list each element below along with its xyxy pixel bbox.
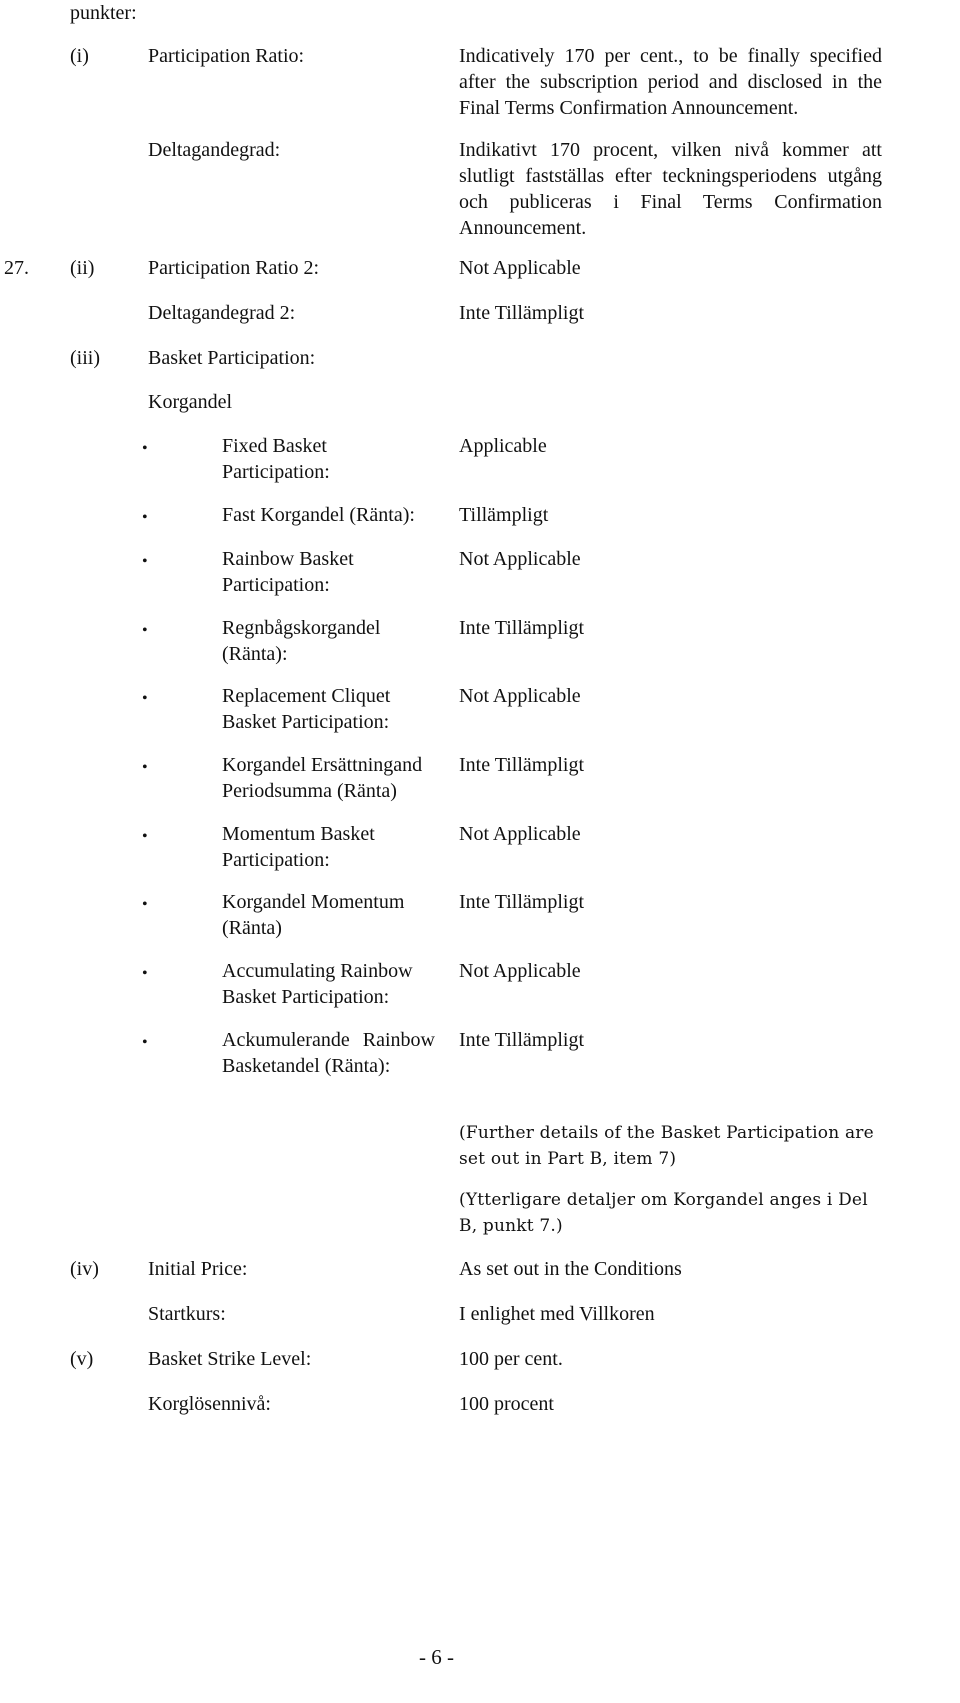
bullet-label: Fast Korgandel (Ränta): xyxy=(222,504,415,526)
item-iii-label-sv: Korgandel xyxy=(148,391,233,413)
bullet-marker: • xyxy=(142,553,148,570)
bullet-value: Not Applicable xyxy=(459,548,581,570)
bullet-label: Korgandel Ersättningand Periodsumma (Ränta) xyxy=(222,754,423,802)
bullet-label: Ackumulerande Rainbow Basketandel (Ränta): xyxy=(222,1029,435,1077)
basket-participation-note-en: (Further details of the Basket Participation are set out in Part B, item 7) xyxy=(459,1123,874,1169)
bullet-label: Accumulating Rainbow Basket Participation: xyxy=(222,960,413,1008)
bullet-value: Inte Tillämpligt xyxy=(459,891,585,913)
bullet-value: Inte Tillämpligt xyxy=(459,754,585,776)
bullet-label: Fixed Basket Participation: xyxy=(222,435,330,483)
bullet-marker: • xyxy=(142,965,148,982)
item-i-label-sv: Deltagandegrad: xyxy=(148,139,281,161)
item-ii-number: (ii) xyxy=(70,257,95,279)
item-v-value-en: 100 per cent. xyxy=(459,1348,563,1370)
item-i-value-sv: Indikativt 170 procent, vilken nivå kommer att slutligt fastställas efter teckningsperiodens utgång och publiceras i Final Terms Confirmation Announcement. xyxy=(459,139,882,239)
item-iv-value-en: As set out in the Conditions xyxy=(459,1258,682,1280)
basket-participation-note-sv: (Ytterligare detaljer om Korgandel anges i Del B, punkt 7.) xyxy=(459,1190,868,1236)
bullet-value: Not Applicable xyxy=(459,960,581,982)
bullet-value: Not Applicable xyxy=(459,823,581,845)
bullet-value: Not Applicable xyxy=(459,685,581,707)
bullet-marker: • xyxy=(142,759,148,776)
item-iv-label-en: Initial Price: xyxy=(148,1258,248,1280)
item-i-label-en: Participation Ratio: xyxy=(148,45,305,67)
item-v-label-en: Basket Strike Level: xyxy=(148,1348,312,1370)
bullet-marker: • xyxy=(142,690,148,707)
bullet-value: Applicable xyxy=(459,435,547,457)
item-ii-value-sv: Inte Tillämpligt xyxy=(459,302,585,324)
item-i-number: (i) xyxy=(70,45,89,67)
item-ii-label-en: Participation Ratio 2: xyxy=(148,257,320,279)
bullet-value: Inte Tillämpligt xyxy=(459,1029,585,1051)
item-v-value-sv: 100 procent xyxy=(459,1393,554,1415)
bullet-label: Korgandel Momentum (Ränta) xyxy=(222,891,405,939)
section-number: 27. xyxy=(4,257,29,279)
bullet-marker: • xyxy=(142,896,148,913)
item-i-value-en: Indicatively 170 per cent., to be finally specified after the subscription period and disclosed in the Final Terms Confirmation Announcement. xyxy=(459,45,882,119)
item-v-label-sv: Korglösennivå: xyxy=(148,1393,271,1415)
item-ii-label-sv: Deltagandegrad 2: xyxy=(148,302,296,324)
bullet-marker: • xyxy=(142,1034,148,1051)
bullet-label: Momentum Basket Participation: xyxy=(222,823,375,871)
bullet-marker: • xyxy=(142,828,148,845)
bullet-marker: • xyxy=(142,509,148,526)
item-iv-value-sv: I enlighet med Villkoren xyxy=(459,1303,655,1325)
item-iv-number: (iv) xyxy=(70,1258,99,1280)
item-ii-value-en: Not Applicable xyxy=(459,257,581,279)
bullet-marker: • xyxy=(142,622,148,639)
bullet-label: Rainbow Basket Participation: xyxy=(222,548,354,596)
bullet-label: Regnbågskorgandel (Ränta): xyxy=(222,617,381,665)
bullet-marker: • xyxy=(142,440,148,457)
page-number: - 6 - xyxy=(419,1645,454,1669)
item-iii-label-en: Basket Participation: xyxy=(148,347,316,369)
item-v-number: (v) xyxy=(70,1348,94,1370)
item-iv-label-sv: Startkurs: xyxy=(148,1303,226,1325)
bullet-value: Tillämpligt xyxy=(459,504,549,526)
lead-text: punkter: xyxy=(70,2,137,24)
bullet-label: Replacement Cliquet Basket Participation: xyxy=(222,685,391,733)
item-iii-number: (iii) xyxy=(70,347,100,369)
bullet-value: Inte Tillämpligt xyxy=(459,617,585,639)
